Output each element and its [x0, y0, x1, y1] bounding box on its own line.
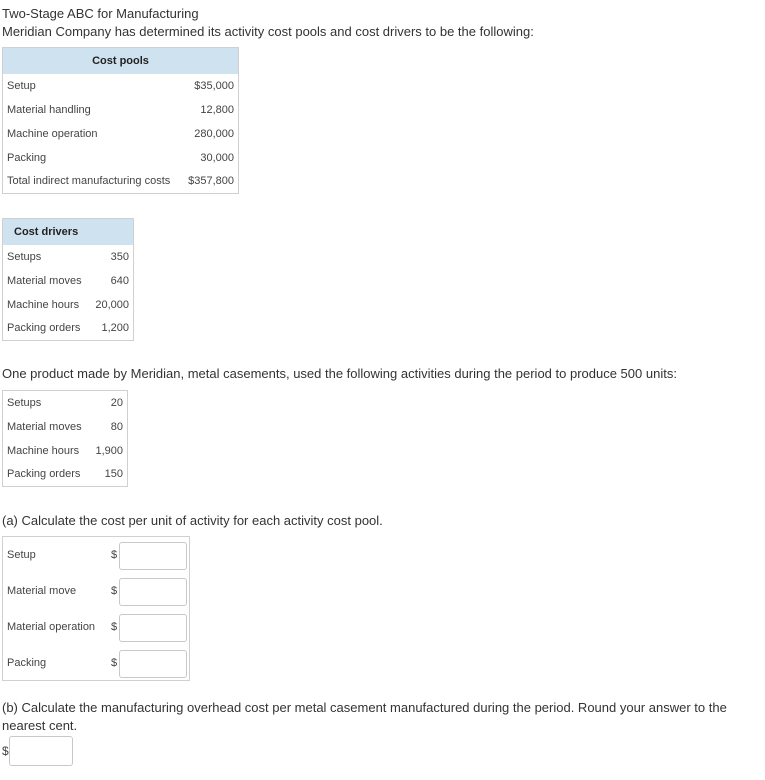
answer-label: Material operation	[7, 621, 96, 633]
table-row	[3, 439, 128, 463]
cost-pool-label: Setup	[7, 79, 36, 92]
table-row	[3, 170, 239, 194]
table-row	[3, 391, 128, 415]
table-row	[3, 74, 239, 98]
driver-value: 1,200	[101, 322, 129, 335]
material-move-rate-input[interactable]	[119, 578, 187, 606]
driver-label: Packing orders	[7, 322, 81, 335]
currency-symbol: $	[111, 621, 118, 633]
product-text: One product made by Meridian, metal casements, used the following activities during the period to produce 500 units:	[2, 366, 677, 381]
cost-drivers-table	[2, 218, 134, 341]
answer-label: Material move	[7, 585, 77, 597]
answer-row-material-move	[3, 578, 189, 606]
setup-rate-input[interactable]	[119, 542, 187, 570]
cost-drivers-header: Cost drivers	[3, 219, 134, 245]
part-a-answer-box	[2, 536, 190, 681]
currency-symbol: $	[111, 549, 118, 561]
cost-pool-value: 12,800	[200, 103, 234, 116]
activity-value: 150	[104, 468, 123, 481]
activity-label: Machine hours	[7, 444, 80, 457]
material-operation-rate-input[interactable]	[119, 614, 187, 642]
cost-pool-label: Material handling	[7, 103, 91, 116]
table-row	[3, 293, 134, 317]
part-a-question: (a) Calculate the cost per unit of activity for each activity cost pool.	[2, 513, 383, 528]
table-row	[3, 245, 134, 269]
packing-rate-input[interactable]	[119, 650, 187, 678]
table-row	[3, 317, 134, 341]
cost-pool-label: Packing	[7, 151, 47, 164]
driver-label: Machine hours	[7, 298, 80, 311]
table-row	[3, 98, 239, 122]
activity-value: 80	[110, 420, 123, 433]
activity-label: Material moves	[7, 420, 82, 433]
activity-label: Setups	[7, 396, 42, 409]
part-b-question: (b) Calculate the manufacturing overhead cost per metal casement manufactured during the period. Round your answer to the nearest cent.	[2, 700, 727, 733]
answer-label: Setup	[7, 549, 36, 561]
currency-symbol: $	[111, 657, 118, 669]
table-row	[3, 146, 239, 170]
cost-pools-table	[2, 47, 239, 194]
activity-value: 1,900	[95, 444, 123, 457]
activity-label: Packing orders	[7, 468, 81, 481]
answer-label: Packing	[7, 657, 47, 669]
product-activities-table	[2, 390, 128, 487]
table-row	[3, 269, 134, 293]
currency-symbol: $	[111, 585, 118, 597]
answer-row-material-operation	[3, 614, 189, 642]
activity-value: 20	[110, 396, 123, 409]
driver-label: Material moves	[7, 274, 82, 287]
cost-pools-header: Cost pools	[3, 48, 239, 74]
driver-value: 640	[110, 274, 129, 287]
cost-pool-label: Machine operation	[7, 127, 98, 140]
table-row	[3, 463, 128, 487]
driver-value: 350	[110, 250, 129, 263]
cost-pool-value: $35,000	[194, 79, 234, 92]
intro-text: Meridian Company has determined its activity cost pools and cost drivers to be the following:	[2, 24, 534, 39]
cost-pool-total-value: $357,800	[188, 175, 234, 188]
page-title: Two-Stage ABC for Manufacturing	[2, 6, 199, 21]
cost-pool-value: 30,000	[200, 151, 234, 164]
driver-label: Setups	[7, 250, 42, 263]
driver-value: 20,000	[95, 298, 129, 311]
overhead-per-unit-input[interactable]	[9, 736, 73, 766]
answer-row-setup	[3, 542, 189, 570]
cost-pool-value: 280,000	[194, 127, 234, 140]
answer-row-packing	[3, 650, 189, 678]
table-row	[3, 122, 239, 146]
currency-symbol: $	[2, 744, 9, 758]
table-row	[3, 415, 128, 439]
cost-pool-total-label: Total indirect manufacturing costs	[7, 175, 171, 188]
